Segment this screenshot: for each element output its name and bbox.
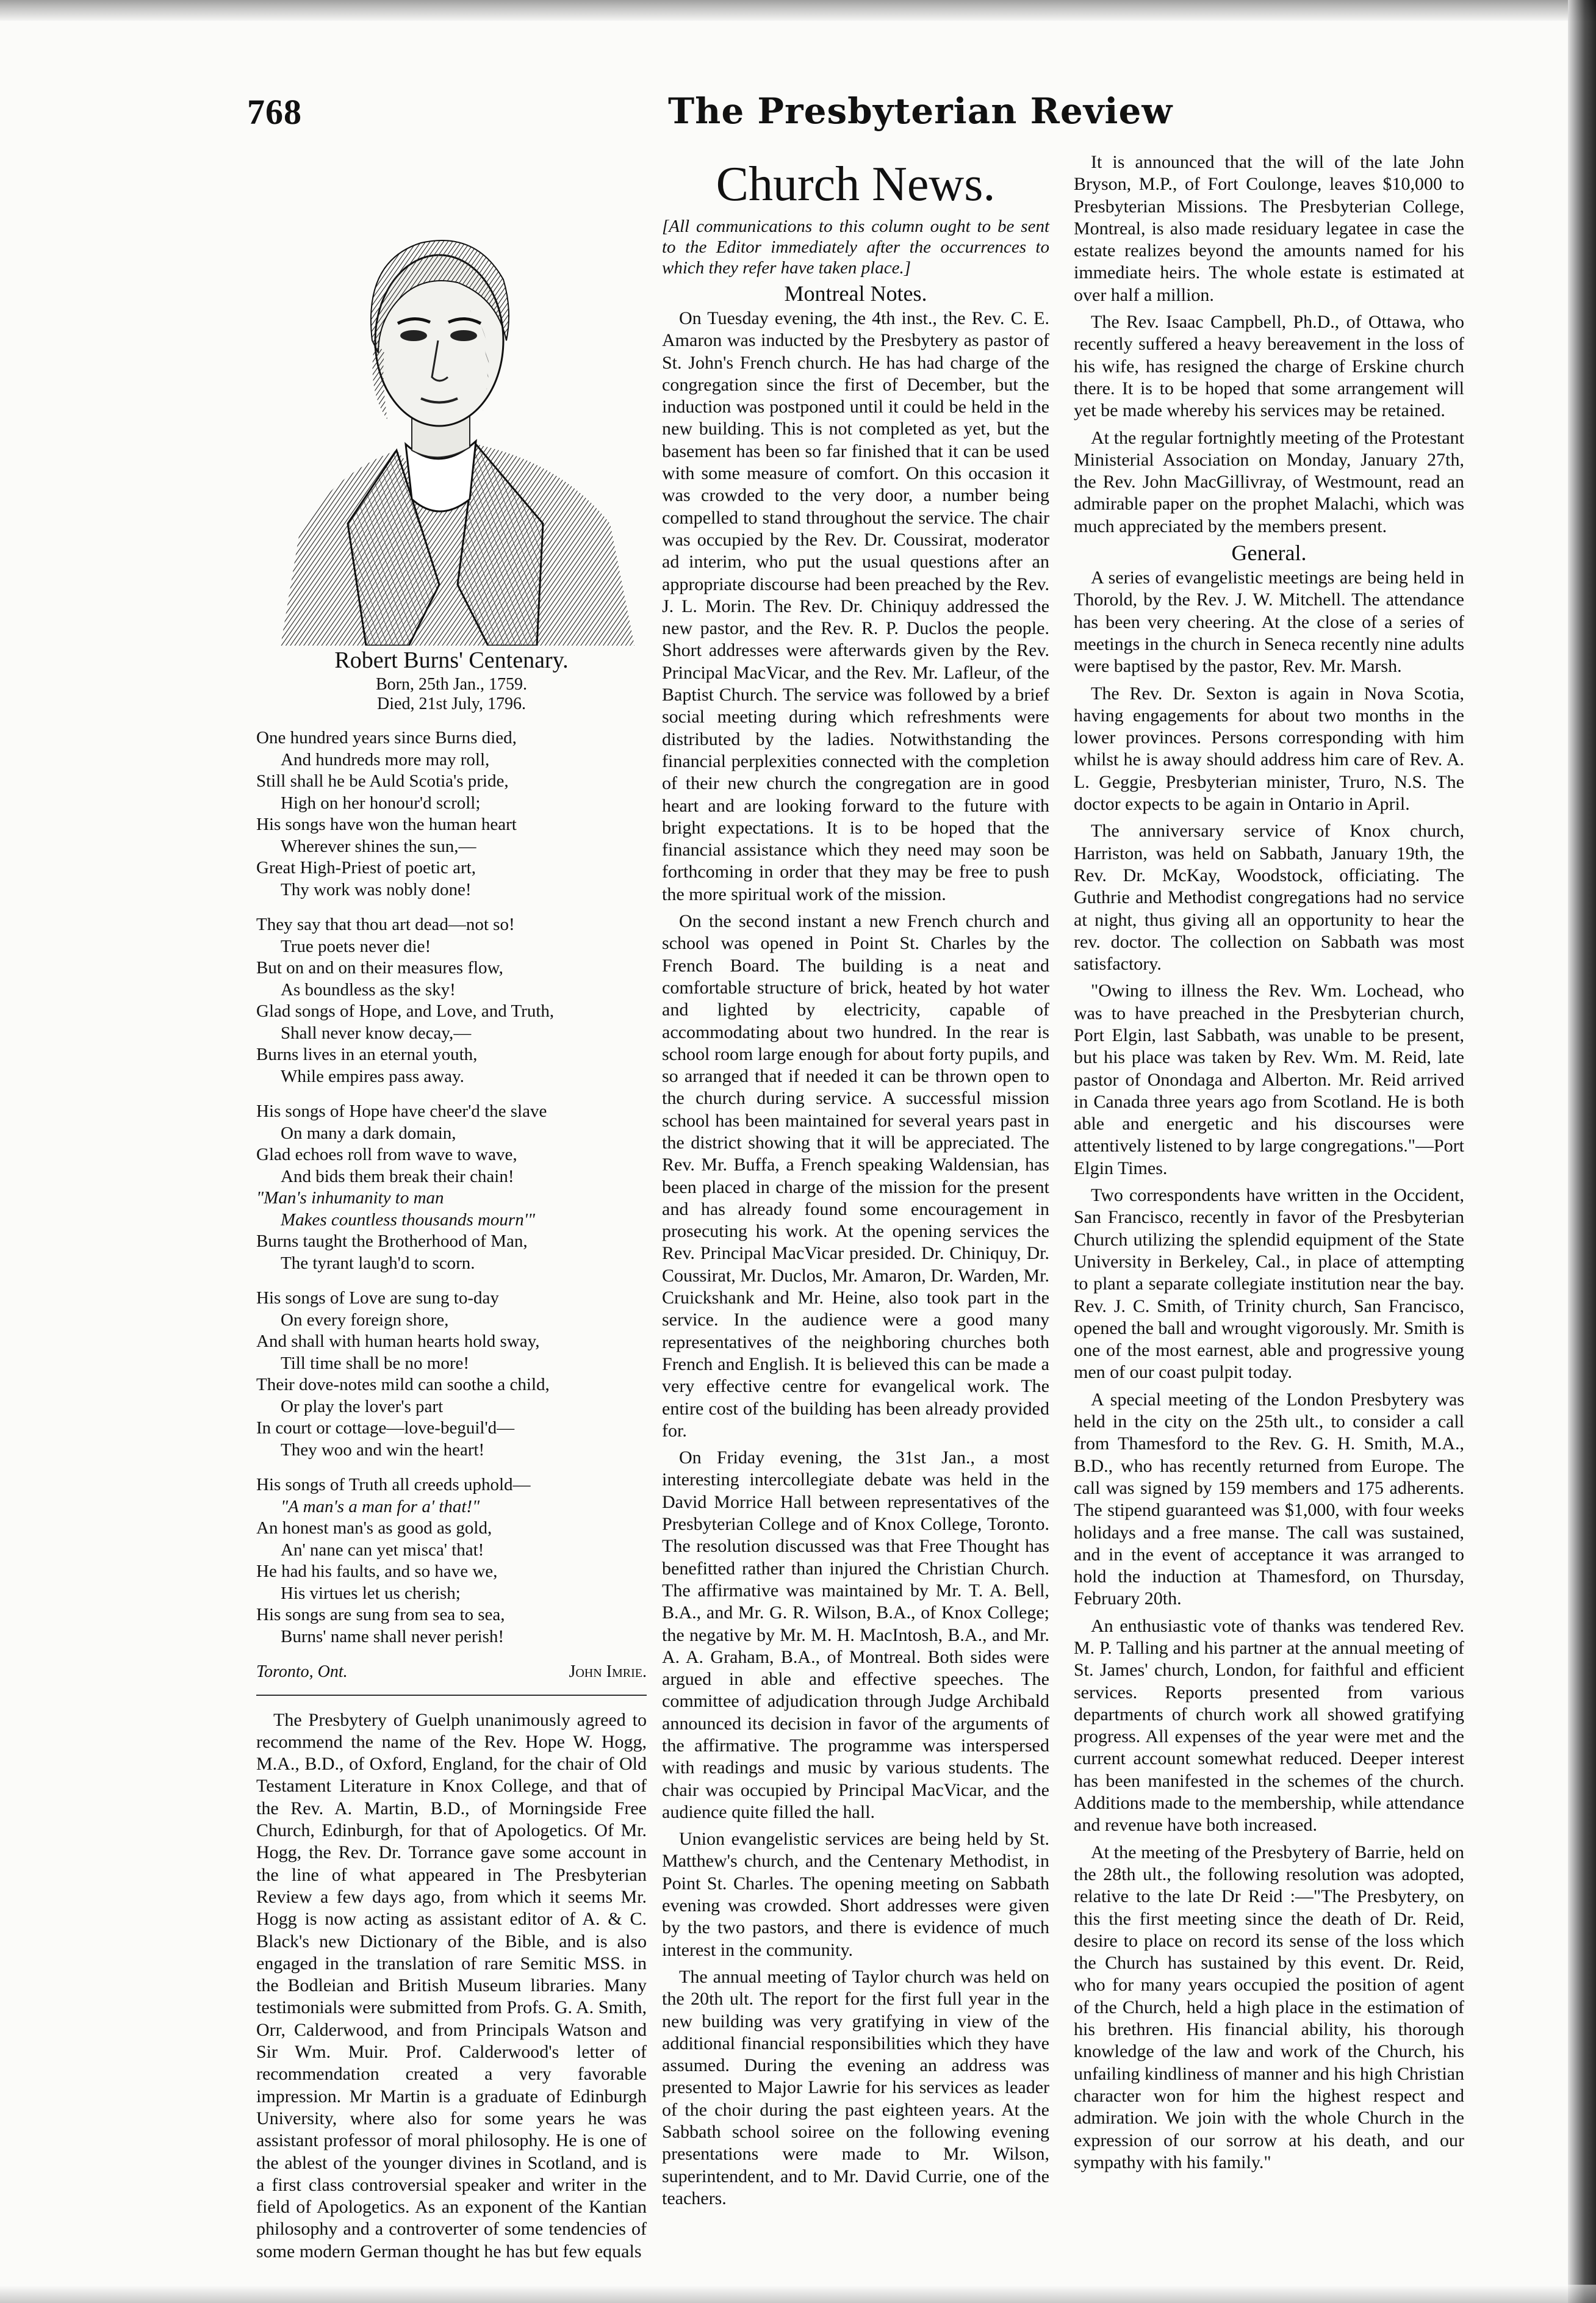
poem-line: His songs have won the human heart — [256, 815, 517, 835]
article-paragraph: On the second instant a new French church and school was opened in Point St. Charles by the French Board. The building is a neat and comfortable structure of brick, heated by hot water and lighted by electricity, capable of accommodating about two hundred. In the rear is school room large enough for about forty pupils, and so arranged that if needed it can be thrown open to the church during service. A successful mission school has been maintained for several years past in the district showing that it will be appreciated. The Rev. Mr. Buffa, a French speaking Waldensian, has been placed in charge of the mission for the present and has already found some encouragement in prosecuting his work. At the opening services the Rev. Principal MacVicar presided. Dr. Chiniquy, Dr. Coussirat, Mr. Duclos, Mr. Amaron, Dr. Warden, Mr. Cruickshank and Mr. Heine, also took part in the service. In the audience were a good many representatives of the neighboring churches both French and English. It is believed this can be made a very effective centre for evangelical work. The entire cost of the building has been already provided for. — [662, 911, 1049, 1441]
poem-line: Their dove-notes mild can soothe a child, — [256, 1375, 550, 1395]
poem-line: They woo and win the heart! — [281, 1440, 485, 1460]
article-paragraph: On Friday evening, the 31st Jan., a most interesting intercollegiate debate was held in the David Morrice Hall between representatives of the Presbyterian College and of Knox College, Toronto. The resolution discussed was that Free Thought has benefitted rather than injured the Christian Church. The affirmative was maintained by Mr. T. A. Bell, B.A., and Mr. G. R. Wilson, B.A., of Knox College; the negative by Mr. M. H. MacIntosh, B.A., and Mr. A. A. Graham, B.A., of Montreal. Both sides were argued in able and effective speeches. The committee of adjudication through Judge Archibald announced its decision in favor of the arguments of the affirmative. The programme was interspersed with readings and music by various students. The chair was occupied by Principal MacVicar, and the audience quite filled the hall. — [662, 1447, 1049, 1822]
middle-column — [662, 157, 1049, 2210]
poem-line: On every foreign shore, — [281, 1310, 449, 1330]
page-number: 768 — [247, 92, 302, 132]
poem-line: Or play the lover's part — [281, 1396, 444, 1416]
poem-line: Glad echoes roll from wave to wave, — [256, 1145, 517, 1165]
poem-line: In court or cottage—love-beguil'd— — [256, 1418, 515, 1438]
poem-born-date: Born, 25th Jan., 1759. — [375, 675, 528, 694]
poem-line: His songs are sung from sea to sea, — [256, 1605, 505, 1625]
poem-line: His songs of Hope have cheer'd the slave — [256, 1101, 547, 1122]
scan-edge-right — [1568, 0, 1596, 2303]
article-paragraph: On Tuesday evening, the 4th inst., the Rev. C. E. Amaron was inducted by the Presbytery as pastor of St. John's French church. He has had charge of the congregation since the first of December, but the induction was postponed until it could be held in the new building. This is not completed as yet, but the basement has been so far finished that it can be used with some measure of comfort. On this occasion it was crowded to the very door, a number being compelled to stand throughout the service. The chair was occupied by the Rev. Dr. Coussirat, moderator ad interim, who put the usual questions after an appropriate discourse had been preached by the Rev. J. L. Morin. The Rev. Dr. Chiniquy addressed the new pastor, and the Rev. R. P. Duclos the people. Short addresses were afterwards given by the Rev. Principal MacVicar, and the Rev. Mr. Lafleur, of the Baptist Church. The service was followed by a brief social meeting during which refreshments were distributed by the ladies. Notwithstanding the financial perplexities connected with the completion of their new church the congregation are in good heart and are looking forward to the future with bright expectations. It is to be hoped that the financial assistance which they need may soon be forthcoming in order that they may be free to push the more spiritual work of the mission. — [662, 308, 1049, 904]
article-paragraph: The Rev. Dr. Sexton is again in Nova Scotia, having engagements for about two months in the lower provinces. Persons corresponding with him whilst he is away should address him care of Rev. A. L. Geggie, Presbyterian minister, Truro, N.S. The doctor expects to be again in Ontario in April. — [1074, 683, 1464, 815]
poem-title: Robert Burns' Centenary. — [334, 647, 569, 673]
article-paragraph: A series of evangelistic meetings are being held in Thorold, by the Rev. J. W. Mitchell. The attendance has been very cheering. At the close of a series of meetings in the church in Seneca recently nine adults were baptised by the pastor, Rev. Mr. Marsh. — [1074, 568, 1464, 677]
signoff-place: Toronto, Ont. — [256, 1662, 348, 1682]
portrait-image — [256, 157, 647, 646]
poem-line: Till time shall be no more! — [281, 1353, 470, 1373]
poem-line: And bids them break their chain! — [281, 1166, 514, 1186]
publication-title: The Presbyterian Review — [668, 90, 1173, 132]
article-paragraph: It is announced that the will of the late John Bryson, M.P., of Fort Coulonge, leaves $10,000 to Presbyterian Missions. The Presbyterian College, Montreal, is also made residuary legatee in case the estate realizes beyond the amounts named for his immediate heirs. The whole estate is estimated at over half a million. — [1074, 152, 1464, 305]
editor-note: [All communications to this column ought to be sent to the Editor immediately after the occurrences to which they refer have taken place.] — [662, 217, 1049, 278]
poem-line: He had his faults, and so have we, — [256, 1562, 498, 1582]
poem-line: "Man's inhumanity to man — [256, 1188, 444, 1208]
poem-line: While empires pass away. — [281, 1066, 464, 1086]
poem-line: And shall with human hearts hold sway, — [256, 1332, 540, 1352]
section-title: Church News. — [716, 157, 996, 211]
poem-line: True poets never die! — [281, 936, 431, 956]
poem-line: Shall never know decay,— — [281, 1023, 472, 1043]
article-paragraph: The annual meeting of Taylor church was held on the 20th ult. The report for the first full year in the new building was very gratifying in view of the additional financial responsibilities which they have assumed. During the evening an address was presented to Major Lawrie for his services as leader of the choir during the past eighteen years. At the Sabbath school soiree on the following evening presentations were made to Mr. Wilson, superintendent, and to Mr. David Currie, one of the teachers. — [662, 1966, 1049, 2208]
signoff-author: John Imrie. — [569, 1662, 647, 1682]
poem-line: On many a dark domain, — [281, 1123, 456, 1143]
poem-stanza — [256, 1474, 647, 1648]
poem-line: Burns taught the Brotherhood of Man, — [256, 1231, 528, 1252]
poem-stanza — [256, 727, 647, 901]
right-column — [1074, 151, 1464, 2174]
poem-line: The tyrant laugh'd to scorn. — [281, 1253, 475, 1273]
poem-line: Burns lives in an eternal youth, — [256, 1045, 478, 1065]
poem-stanza — [256, 1101, 647, 1274]
scan-edge-top — [0, 0, 1596, 21]
subhead-general: General. — [1231, 541, 1307, 566]
poem-line: They say that thou art dead—not so! — [256, 915, 515, 935]
poem-line: His songs of Truth all creeds uphold— — [256, 1475, 531, 1495]
poem-died-date: Died, 21st July, 1796. — [377, 694, 526, 714]
poem-line: Wherever shines the sun,— — [281, 836, 476, 856]
poem-line: Still shall he be Auld Scotia's pride, — [256, 771, 509, 791]
poem-line: Great High-Priest of poetic art, — [256, 858, 476, 878]
article-paragraph: The Rev. Isaac Campbell, Ph.D., of Ottawa, who recently suffered a heavy bereavement in the loss of his wife, has resigned the charge of Erskine church there. It is to be hoped that some arrangement will yet be made whereby his services may be retained. — [1074, 312, 1464, 421]
poem-line: His virtues let us cherish; — [281, 1583, 461, 1603]
poem-signoff — [256, 1661, 647, 1683]
poem-line: And hundreds more may roll, — [281, 749, 490, 769]
poem-line: Glad songs of Hope, and Love, and Truth, — [256, 1001, 555, 1022]
article-paragraph: The Presbytery of Guelph unanimously agreed to recommend the name of the Rev. Hope W. Hogg, M.A., B.D., of Oxford, England, for the chair of Old Testament Literature in Knox College, and that of the Rev. A. Martin, B.D., of Morningside Free Church, Edinburgh, for that of Apologetics. Of Mr. Hogg, the Rev. Dr. Torrance gave some account in the line of what appeared in The Presbyterian Review a few days ago, from which it seems Mr. Hogg is now acting as assistant editor of A. & C. Black's new Dictionary of the Bible, and is also engaged in the translation of rare Semitic MSS. in the Bodleian and British Museum libraries. Many testimonials were submitted from Profs. G. A. Smith, Orr, Calderwood, and from Principals Watson and Sir Wm. Muir. Prof. Calderwood's letter of recommendation created a very favorable impression. Mr Martin is a graduate of Edinburgh University, where also for some years he was assistant professor of moral philosophy. He is one of the ablest of the younger divines in Scotland, and is a first class controversial speaker and writer in the field of Apologetics. As an exponent of the Kantian philosophy and a controverter of some tendencies of some modern German thought he has but few equals — [256, 1709, 647, 2262]
poem-line: Makes countless thousands mourn'" — [281, 1209, 536, 1230]
article-paragraph: At the regular fortnightly meeting of the Protestant Ministerial Association on Monday, January 27th, the Rev. John MacGillivray, of Westmount, read an admirable paper on the prophet Malachi, which was much appreciated by the members present. — [1074, 427, 1464, 536]
poem-line: An' nane can yet misca' that! — [281, 1540, 484, 1560]
poem-line: An honest man's as good as gold, — [256, 1518, 492, 1538]
poem-stanza — [256, 914, 647, 1087]
poem-line: High on her honour'd scroll; — [281, 793, 481, 813]
article-paragraph: "Owing to illness the Rev. Wm. Lochead, who was to have preached in the Presbyterian church, Port Elgin, last Sabbath, was unable to be present, but his place was taken by Rev. Wm. M. Reid, late pastor of Onondaga and Alberton. Mr. Reid arrived in Canada three years ago from Scotland. He is both able and energetic and his discourses were attentively listened to by large congregations."—Port Elgin Times. — [1074, 981, 1464, 1178]
article-paragraph: A special meeting of the London Presbytery was held in the city on the 25th ult., to consider a call from Thamesford to the Rev. G. H. Smith, M.A., B.D., who has recently returned from Europe. The call was signed by 159 members and 175 adherents. The stipend guaranteed was $1,000, with four weeks holidays and a free manse. The call was sustained, and in the event of acceptance it was arranged to hold the induction at Thamesford, on Thursday, February 20th. — [1074, 1389, 1464, 1609]
poem-line: "A man's a man for a' that!" — [281, 1496, 480, 1516]
article-paragraph: The anniversary service of Knox church, Harriston, was held on Sabbath, January 19th, the Rev. Dr. McKay, Woodstock, officiating. The Guthrie and Methodist congregations had no service at night, thus giving all an opportunity to hear the rev. doctor. The collection on Sabbath was most satisfactory. — [1074, 821, 1464, 975]
article-paragraph: An enthusiastic vote of thanks was tendered Rev. M. P. Talling and his partner at the annual meeting of St. James' church, London, for faithful and efficient services. Reports presented from various departments of church work all showed gratifying progress. All expenses of the year were met and the current account somewhat reduced. Deeper interest has been manifested in the schemes of the church. Additions made to the membership, while attendance and revenue have both increased. — [1074, 1615, 1464, 1836]
scan-edge-bottom — [0, 2285, 1596, 2303]
subhead-montreal-notes: Montreal Notes. — [784, 281, 927, 306]
article-paragraph: At the meeting of the Presbytery of Barrie, held on the 28th ult., the following resolution was adopted, relative to the late Dr Reid :—"The Presbytery, on this the first meeting since the death of Dr. Reid, desire to place on record its sense of the loss which the Church has sustained by this event. Dr. Reid, who for many years occupied the position of agent of the Church, held a high place in the estimation of his brethren. His financial ability, his thorough knowledge of the law and work of the Church, his unfailing kindliness of manner and his high Christian character won for him the highest respect and admiration. We join with the whole Church in the expression of our sorrow at his death, and our sympathy with his family." — [1074, 1842, 1464, 2172]
poem-line: Burns' name shall never perish! — [281, 1626, 505, 1646]
poem-line: As boundless as the sky! — [281, 979, 456, 1000]
column-divider — [256, 1695, 647, 1696]
left-column — [256, 157, 647, 2263]
article-paragraph: Union evangelistic services are being held by St. Matthew's church, and the Centenary Methodist, in Point St. Charles. The opening meeting on Sabbath evening was crowded. Short addresses were given by the two pastors, and there is evidence of much interest in the community. — [662, 1829, 1049, 1960]
poem-line: But on and on their measures flow, — [256, 958, 503, 978]
poem-stanza — [256, 1288, 647, 1461]
article-paragraph: Two correspondents have written in the Occident, San Francisco, recently in favor of the Presbyterian Church utilizing the splendid equipment of the State University in Berkeley, Cal., in place of attempting to plant a separate collegiate institution near the bay. Rev. J. C. Smith, of Trinity church, San Francisco, opened the ball and wrought vigorously. Mr. Smith is one of the most earnest, able and progressive young men of our coast pulpit today. — [1074, 1185, 1464, 1383]
poem-line: His songs of Love are sung to-day — [256, 1288, 499, 1308]
poem-line: Thy work was nobly done! — [281, 879, 472, 899]
poem-line: One hundred years since Burns died, — [256, 728, 517, 748]
